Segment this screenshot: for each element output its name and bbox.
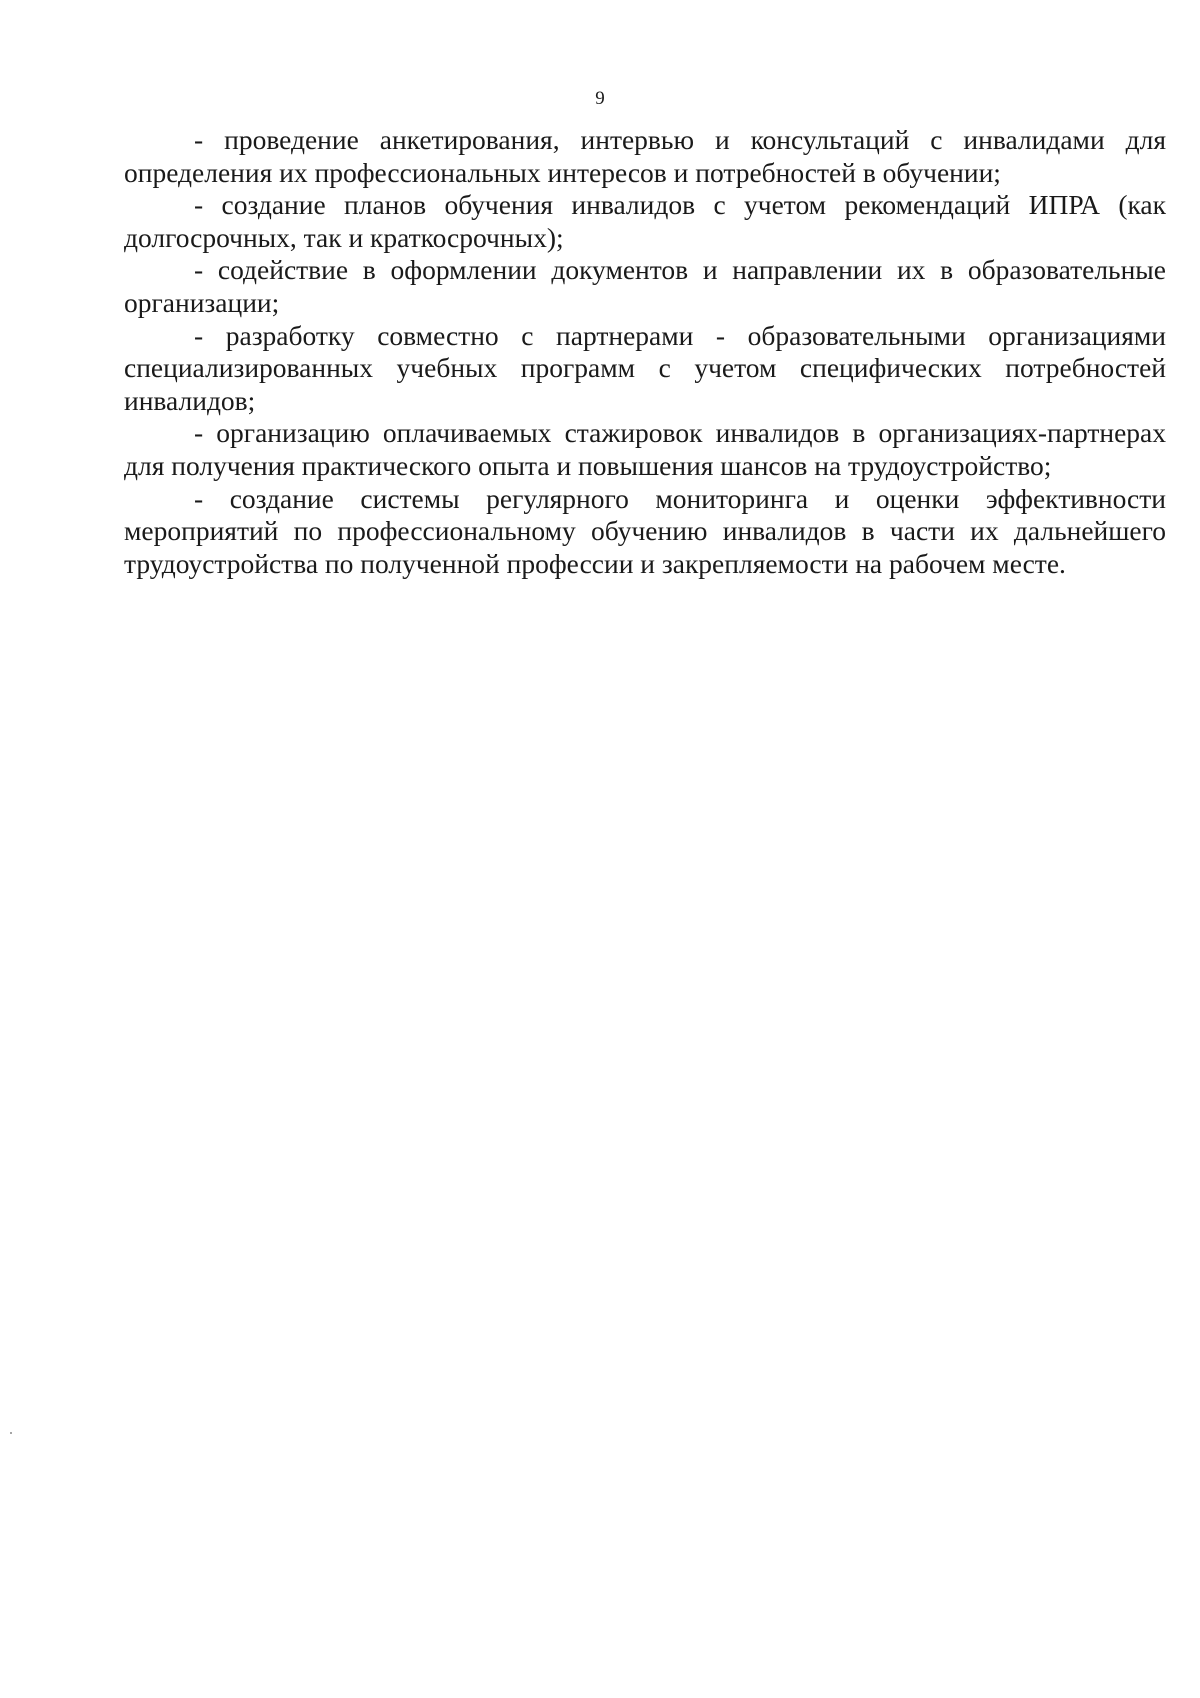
list-item: - организацию оплачиваемых стажировок инвалидов в организациях-партнерах для получения практического опыта и повышения шансов на трудоустройство; [124, 417, 1166, 481]
scan-speck [10, 1432, 12, 1434]
body-text [124, 124, 1166, 580]
list-item: - разработку совместно с партнерами - образовательными организациями специализированных учебных программ с учетом специфических потребностей инвалидов; [124, 319, 1166, 416]
list-item: - создание планов обучения инвалидов с учетом рекомендаций ИПРА (как долгосрочных, так и краткосрочных); [124, 189, 1166, 253]
page-number: 9 [595, 88, 605, 109]
list-item: - содействие в оформлении документов и направлении их в образовательные организации; [124, 254, 1166, 318]
list-item: - проведение анкетирования, интервью и консультаций с инвалидами для определения их профессиональных интересов и потребностей в обучении; [124, 124, 1166, 188]
list-item: - создание системы регулярного мониторинга и оценки эффективности мероприятий по профессиональному обучению инвалидов в части их дальнейшего трудоустройства по полученной профессии и закрепляемости на рабочем месте. [124, 482, 1166, 579]
